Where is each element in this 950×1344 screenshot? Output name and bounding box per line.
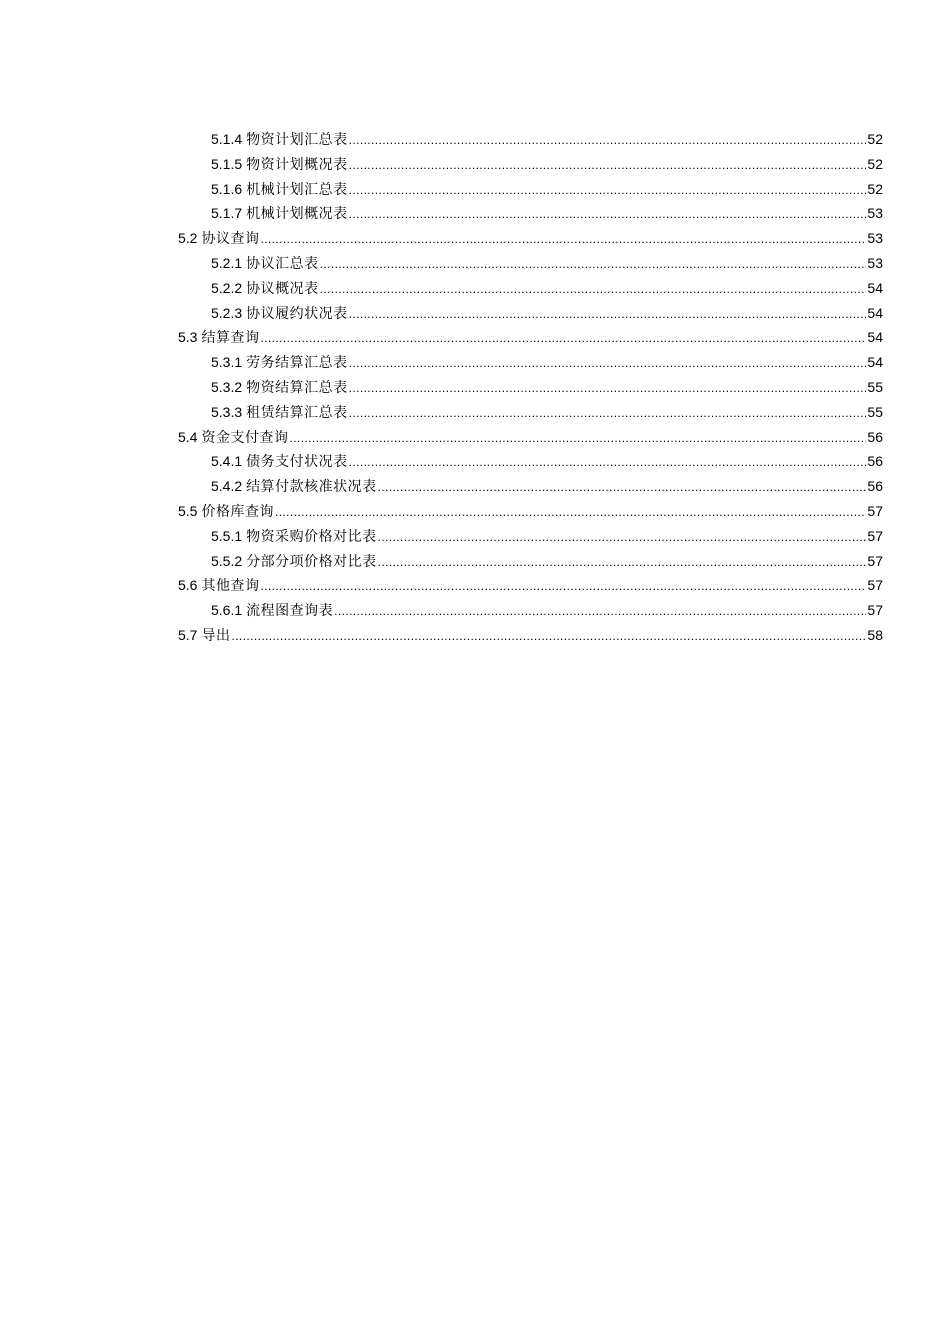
toc-entry[interactable] (178, 499, 883, 524)
toc-entry-page-number: 56 (867, 453, 883, 470)
toc-entry-page-number: 52 (867, 155, 883, 172)
toc-entry-number: 5.3.2 (211, 378, 243, 395)
toc-entry-page-number: 52 (867, 180, 883, 197)
toc-entry-page-number: 54 (867, 354, 883, 371)
toc-entry-page-number: 53 (867, 254, 883, 271)
toc-entry-title: 物资结算汇总表 (246, 378, 348, 395)
toc-entry-title: 租赁结算汇总表 (246, 403, 348, 420)
toc-entry-number: 5.1.6 (211, 180, 243, 197)
toc-dot-leader (320, 277, 867, 302)
toc-entry-page-number: 54 (867, 279, 883, 296)
toc-entry[interactable] (178, 226, 883, 251)
toc-entry[interactable] (178, 301, 883, 326)
toc-entry-page-number: 58 (867, 626, 883, 643)
toc-entry-number: 5.7 (178, 626, 198, 643)
toc-entry-page-number: 56 (867, 428, 883, 445)
toc-entry-title: 协议履约状况表 (246, 304, 348, 321)
toc-entry-number: 5.3 (178, 329, 198, 346)
toc-dot-leader (349, 202, 867, 227)
toc-entry-title: 协议概况表 (246, 279, 319, 296)
toc-entry-number: 5.5 (178, 502, 198, 519)
toc-entry[interactable] (178, 350, 883, 375)
toc-entry[interactable] (178, 425, 883, 450)
toc-dot-leader (260, 326, 866, 351)
toc-entry-title: 劳务结算汇总表 (246, 354, 348, 371)
toc-entry-number: 5.4.1 (211, 453, 243, 470)
toc-dot-leader (349, 450, 867, 475)
toc-dot-leader (349, 302, 867, 327)
toc-dot-leader (334, 599, 866, 624)
toc-entry-title: 其他查询 (201, 577, 260, 594)
toc-entry-page-number: 54 (867, 304, 883, 321)
toc-dot-leader (275, 500, 866, 525)
toc-entry-title: 分部分项价格对比表 (246, 552, 377, 569)
toc-entry-title: 物资采购价格对比表 (246, 527, 377, 544)
toc-dot-leader (378, 550, 867, 575)
toc-entry-number: 5.6.1 (211, 602, 243, 619)
toc-entry[interactable] (178, 251, 883, 276)
toc-entry-number: 5.5.2 (211, 552, 243, 569)
toc-entry[interactable] (178, 474, 883, 499)
toc-entry-page-number: 53 (867, 205, 883, 222)
toc-entry[interactable] (178, 400, 883, 425)
toc-dot-leader (260, 574, 866, 599)
toc-entry-title: 债务支付状况表 (246, 453, 348, 470)
toc-entry[interactable] (178, 375, 883, 400)
toc-entry-number: 5.1.5 (211, 155, 243, 172)
toc-entry-page-number: 53 (867, 230, 883, 247)
toc-entry-title: 结算付款核准状况表 (246, 478, 377, 495)
toc-entry-number: 5.5.1 (211, 527, 243, 544)
toc-dot-leader (349, 178, 867, 203)
toc-dot-leader (289, 426, 866, 451)
toc-dot-leader (349, 401, 867, 426)
toc-entry-number: 5.2 (178, 230, 198, 247)
toc-entry-page-number: 57 (867, 527, 883, 544)
toc-entry[interactable] (178, 598, 883, 623)
toc-entry[interactable] (178, 177, 883, 202)
toc-entry-title: 协议汇总表 (246, 254, 319, 271)
toc-entry-page-number: 52 (867, 131, 883, 147)
toc-entry-number: 5.2.2 (211, 279, 243, 296)
toc-entry-title: 结算查询 (201, 329, 260, 346)
toc-entry-page-number: 55 (867, 378, 883, 395)
toc-entry-title: 机械计划概况表 (246, 205, 348, 222)
toc-dot-leader (231, 624, 866, 649)
toc-entry[interactable] (178, 623, 883, 648)
toc-dot-leader (260, 227, 866, 252)
toc-entry[interactable] (178, 573, 883, 598)
toc-dot-leader (349, 153, 867, 178)
toc-entry-number: 5.2.1 (211, 254, 243, 271)
toc-entry-number: 5.4.2 (211, 478, 243, 495)
toc-entry-number: 5.1.4 (211, 131, 243, 147)
toc-entry[interactable] (178, 127, 883, 152)
toc-entry[interactable] (178, 201, 883, 226)
toc-entry-page-number: 56 (867, 478, 883, 495)
toc-entry-page-number: 55 (867, 403, 883, 420)
toc-dot-leader (320, 252, 867, 277)
toc-entry-number: 5.4 (178, 428, 198, 445)
toc-entry[interactable] (178, 549, 883, 574)
toc-entry-number: 5.3.3 (211, 403, 243, 420)
toc-dot-leader (349, 376, 867, 401)
toc-entry[interactable] (178, 449, 883, 474)
toc-entry[interactable] (178, 524, 883, 549)
toc-entry-page-number: 54 (867, 329, 883, 346)
toc-dot-leader (349, 351, 867, 376)
toc-dot-leader (378, 525, 867, 550)
toc-entry-title: 导出 (201, 626, 231, 643)
toc-dot-leader (349, 128, 867, 153)
toc-entry-number: 5.2.3 (211, 304, 243, 321)
toc-entry-page-number: 57 (867, 602, 883, 619)
toc-entry-title: 物资计划汇总表 (246, 131, 348, 147)
toc-entry[interactable] (178, 152, 883, 177)
toc-entry-page-number: 57 (867, 552, 883, 569)
toc-dot-leader (378, 475, 867, 500)
toc-entry[interactable] (178, 276, 883, 301)
toc-entry-number: 5.6 (178, 577, 198, 594)
toc-entry-title: 价格库查询 (201, 502, 274, 519)
toc-entry-page-number: 57 (867, 577, 883, 594)
toc-entry-number: 5.1.7 (211, 205, 243, 222)
toc-entry-page-number: 57 (867, 502, 883, 519)
toc-entry-title: 资金支付查询 (201, 428, 289, 445)
table-of-contents (178, 127, 883, 648)
toc-entry[interactable] (178, 325, 883, 350)
toc-entry-title: 协议查询 (201, 230, 260, 247)
toc-entry-number: 5.3.1 (211, 354, 243, 371)
toc-entry-title: 机械计划汇总表 (246, 180, 348, 197)
toc-entry-title: 物资计划概况表 (246, 155, 348, 172)
toc-entry-title: 流程图查询表 (246, 602, 334, 619)
